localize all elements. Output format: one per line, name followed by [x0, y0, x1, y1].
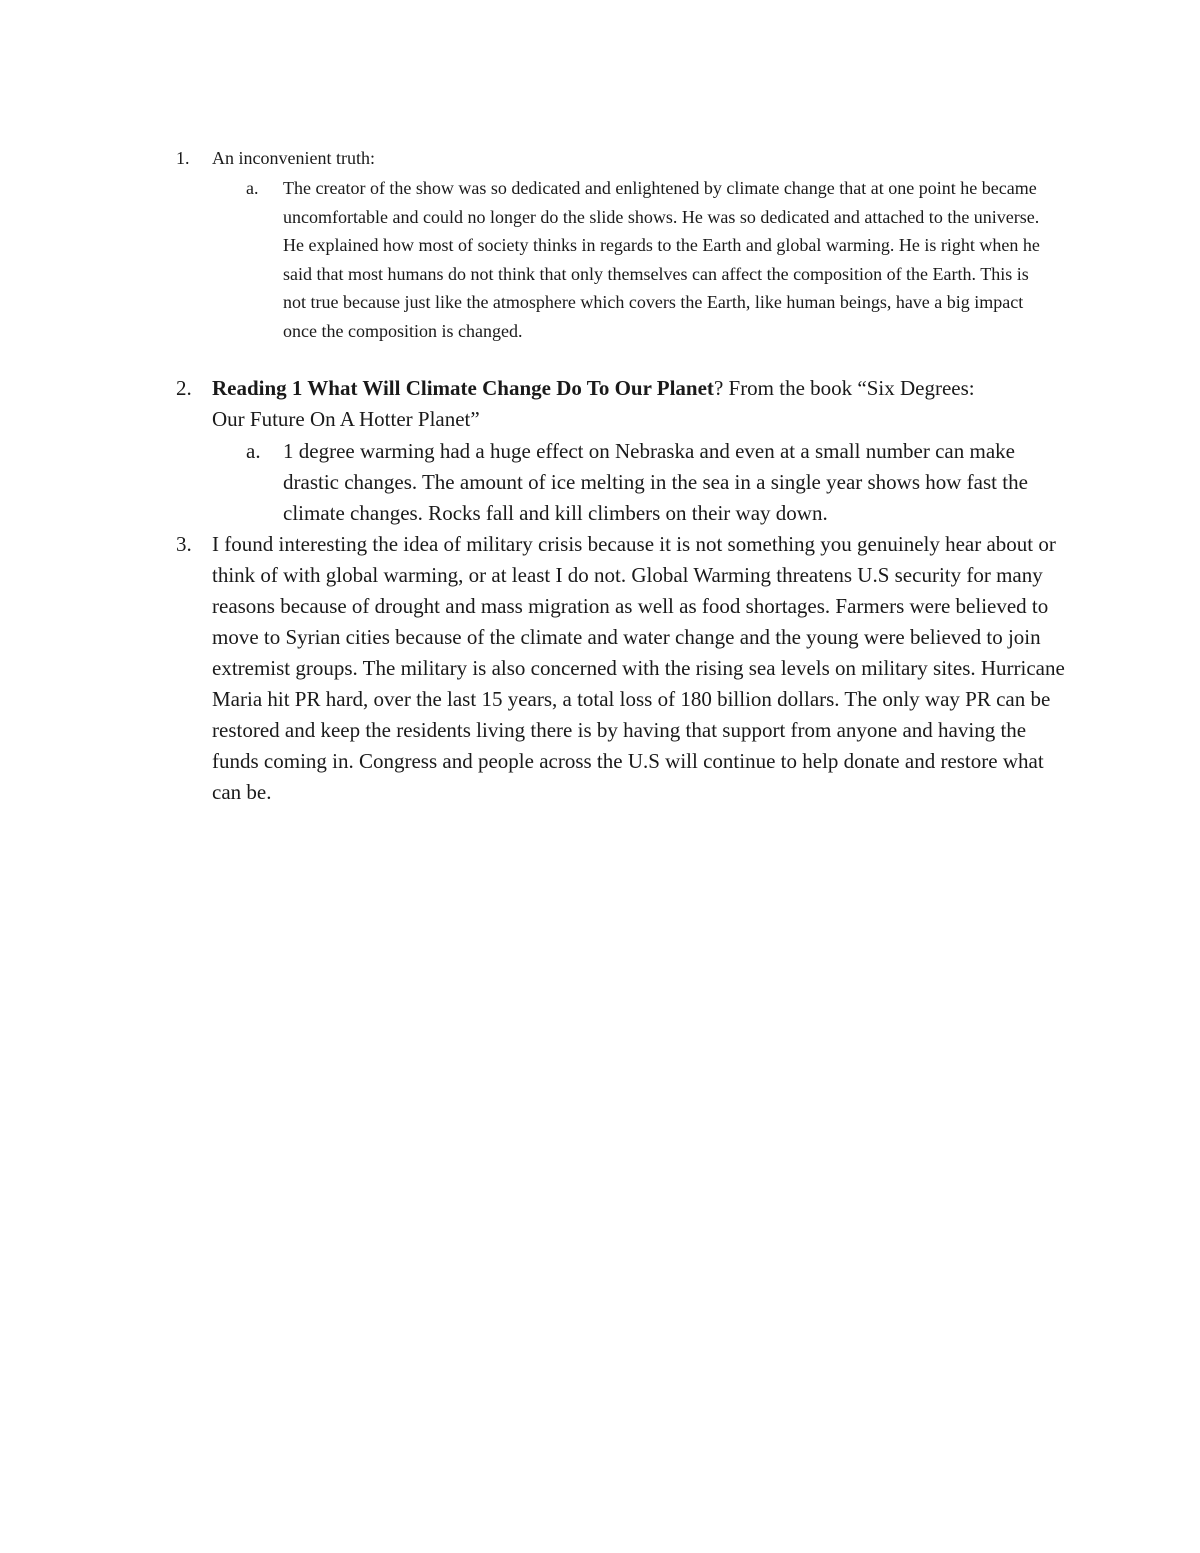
- item-2a-text: 1 degree warming had a huge effect on Nebraska and even at a small number can make drastic changes. The amount of ice melting in the sea in a single year shows how fast the climate changes. Rocks fall and kill climbers on their way down.: [283, 439, 1028, 525]
- item-1-text: An inconvenient truth:: [212, 148, 375, 168]
- item-2-heading: [212, 373, 1012, 435]
- list-number-3: 3.: [176, 532, 192, 556]
- reading-title: Reading 1 What Will Climate Change Do To Our Planet: [212, 376, 714, 400]
- item-1a-text: The creator of the show was so dedicated and enlightened by climate change that at one point he became uncomfortable and could no longer do the slide shows. He was so dedicated and attached to the universe. He explained how most of society thinks in regards to the Earth and global warming. He is right when he said that most humans do not think that only themselves can affect the composition of the Earth. This is not true because just like the atmosphere which covers the Earth, like human beings, have a big impact once the composition is changed.: [283, 178, 1040, 341]
- reading-source: ? From the book “Six Degrees: Our Future On A Hotter Planet”: [212, 376, 975, 431]
- item-3-text: I found interesting the idea of military crisis because it is not something you genuinely hear about or think of with global warming, or at least I do not. Global Warming threatens U.S security for many reasons because of drought and mass migration as well as food shortages. Farmers were believed to move to Syrian cities because of the climate and water change and the young were believed to join extremist groups. The military is also concerned with the rising sea levels on military sites. Hurricane Maria hit PR hard, over the last 15 years, a total loss of 180 billion dollars. The only way PR can be restored and keep the residents living there is by having that support from anyone and having the funds coming in. Congress and people across the U.S will continue to help donate and restore what can be.: [212, 532, 1065, 804]
- sublist-letter-1a: a.: [246, 178, 259, 198]
- sublist-letter-2a: a.: [246, 439, 261, 463]
- list-number-2: 2.: [176, 376, 192, 400]
- list-number-1: 1.: [176, 148, 190, 168]
